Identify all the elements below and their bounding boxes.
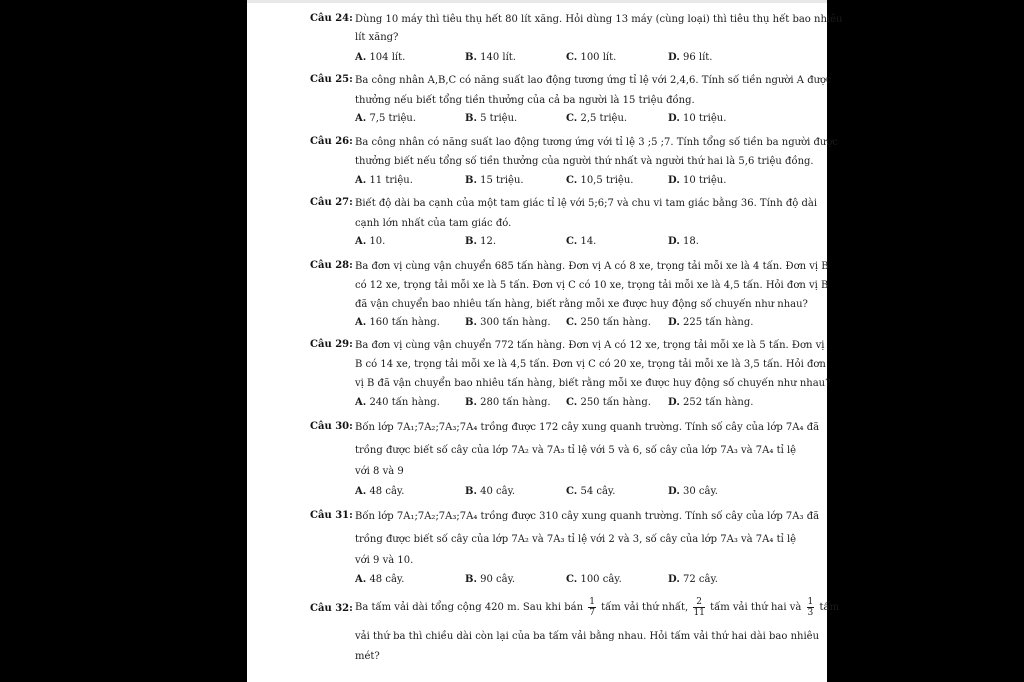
text-segment: tấm vải thứ hai và (710, 602, 802, 613)
option-d: D. 252 tấn hàng. (668, 397, 754, 408)
question-text-line: đã vận chuyển bao nhiêu tấn hàng, biết rằng mỗi xe được huy động số chuyến như nhau? (355, 299, 808, 310)
question-number: Câu 31: (310, 510, 353, 521)
option-c: C. 250 tấn hàng. (566, 317, 651, 328)
question-text-line: thưởng nếu biết tổng tiền thưởng của cả ba người là 15 triệu đồng. (355, 95, 695, 106)
text-segment: tấm vải thứ nhất, (601, 602, 689, 613)
text-segment: tấm (819, 602, 840, 613)
option-c: C. 54 cây. (566, 486, 616, 497)
option-b: B. 12. (465, 236, 497, 247)
question-text-line: Ba đơn vị cùng vận chuyển 685 tấn hàng. Đơn vị A có 8 xe, trọng tải mỗi xe là 4 tấn. Đơn vị B (355, 261, 829, 272)
answer-options (355, 235, 810, 248)
option-c: C. 100 lít. (566, 52, 617, 63)
question-text-line: có 12 xe, trọng tải mỗi xe là 5 tấn. Đơn vị C có 10 xe, trọng tải mỗi xe là 4,5 tấn. Hỏi đơn vị B (355, 280, 829, 291)
question-number: Câu 26: (310, 136, 353, 147)
question-text-line: thưởng biết nếu tổng số tiền thưởng của người thứ nhất và người thứ hai là 5,6 triệu đồng. (355, 156, 814, 167)
question-number: Câu 24: (310, 13, 353, 24)
question-number: Câu 25: (310, 74, 353, 85)
document-page (247, 0, 843, 682)
answer-options (355, 174, 810, 187)
option-d: D. 225 tấn hàng. (668, 317, 754, 328)
question-text-line: Ba công nhân có năng suất lao động tương ứng với tỉ lệ 3 ;5 ;7. Tính tổng số tiền ba người được (355, 137, 838, 148)
option-d: D. 30 cây. (668, 486, 718, 497)
question-number: Câu 27: (310, 197, 353, 208)
question-text-line: trồng được biết số cây của lớp 7A₂ và 7A₃ tỉ lệ với 5 và 6, số cây của lớp 7A₃ và 7A₄ tỉ lệ (355, 445, 797, 456)
question-number: Câu 28: (310, 260, 353, 271)
option-a: A. 10. (355, 236, 386, 247)
option-b: B. 15 triệu. (465, 175, 524, 186)
option-d: D. 10 triệu. (668, 175, 727, 186)
answer-options (355, 485, 810, 498)
option-c: C. 250 tấn hàng. (566, 397, 651, 408)
question-text-line: Ba đơn vị cùng vận chuyển 772 tấn hàng. Đơn vị A có 12 xe, trọng tải mỗi xe là 5 tấn. Đơn vị (355, 340, 825, 351)
answer-options (355, 573, 810, 586)
option-a: A. 160 tấn hàng. (355, 317, 440, 328)
option-c: C. 100 cây. (566, 574, 622, 585)
question-text-line: vị B đã vận chuyển bao nhiêu tấn hàng, biết rằng mỗi xe được huy động số chuyến như nhau? (355, 378, 831, 389)
option-d: D. 96 lít. (668, 52, 713, 63)
option-b: B. 5 triệu. (465, 113, 518, 124)
option-b: B. 40 cây. (465, 486, 516, 497)
option-b: B. 280 tấn hàng. (465, 397, 551, 408)
option-a: A. 240 tấn hàng. (355, 397, 440, 408)
question-text-line: với 8 và 9 (355, 466, 404, 477)
question-text-line: Ba công nhân A,B,C có năng suất lao động tương ứng tỉ lệ với 2,4,6. Tính số tiền người A được (355, 75, 832, 86)
option-b: B. 90 cây. (465, 574, 516, 585)
question-number: Câu 29: (310, 339, 353, 350)
question-text-line: B có 14 xe, trọng tải mỗi xe là 4,5 tấn. Đơn vị C có 20 xe, trọng tải mỗi xe là 3,5 tấn. Hỏi đơn (355, 359, 826, 370)
text-segment: Ba tấm vải dài tổng cộng 420 m. Sau khi bán (355, 602, 584, 613)
question-text-line (355, 597, 840, 619)
option-a: A. 104 lít. (355, 52, 406, 63)
option-d: D. 10 triệu. (668, 113, 727, 124)
question-text-line: vải thứ ba thì chiều dài còn lại của ba tấm vải bằng nhau. Hỏi tấm vải thứ hai dài bao nhiêu (355, 631, 820, 642)
question-number: Câu 30: (310, 421, 353, 432)
question-text-line: mét? (355, 651, 380, 662)
question-text-line: Dùng 10 máy thì tiêu thụ hết 80 lít xăng. Hỏi dùng 13 máy (cùng loại) thì tiêu thụ hết bao nhiêu (355, 14, 843, 25)
option-c: C. 2,5 triệu. (566, 113, 628, 124)
question-text-line: trồng được biết số cây của lớp 7A₂ và 7A₃ tỉ lệ với 2 và 3, số cây của lớp 7A₃ và 7A₄ tỉ lệ (355, 534, 797, 545)
fraction: $\frac{1}{7}$ (589, 597, 595, 618)
question-text-line: cạnh lớn nhất của tam giác đó. (355, 218, 512, 229)
question-text-line: Bốn lớp 7A₁;7A₂;7A₃;7A₄ trồng được 172 cây xung quanh trường. Tính số cây của lớp 7A₄ đã (355, 422, 820, 433)
answer-options (355, 51, 810, 64)
answer-options (355, 316, 810, 329)
question-text-line: Biết độ dài ba cạnh của một tam giác tỉ lệ với 5;6;7 và chu vi tam giác bằng 36. Tính độ dài (355, 198, 818, 209)
answer-options (355, 112, 810, 125)
option-c: C. 14. (566, 236, 597, 247)
option-a: A. 48 cây. (355, 574, 405, 585)
page-top-edge (247, 0, 827, 3)
question-text-line: lít xăng? (355, 32, 399, 43)
fraction: $\frac{2}{11}$ (693, 597, 705, 618)
option-b: B. 140 lít. (465, 52, 516, 63)
option-a: A. 7,5 triệu. (355, 113, 417, 124)
option-c: C. 10,5 triệu. (566, 175, 634, 186)
option-b: B. 300 tấn hàng. (465, 317, 551, 328)
option-d: D. 18. (668, 236, 699, 247)
answer-options (355, 396, 810, 409)
question-text-line: với 9 và 10. (355, 555, 414, 566)
question-text-line: Bốn lớp 7A₁;7A₂;7A₃;7A₄ trồng được 310 cây xung quanh trường. Tính số cây của lớp 7A₃ đã (355, 511, 820, 522)
option-d: D. 72 cây. (668, 574, 718, 585)
question-number: Câu 32: (310, 603, 353, 614)
option-a: A. 11 triệu. (355, 175, 413, 186)
option-a: A. 48 cây. (355, 486, 405, 497)
fraction: $\frac{1}{3}$ (807, 597, 814, 618)
